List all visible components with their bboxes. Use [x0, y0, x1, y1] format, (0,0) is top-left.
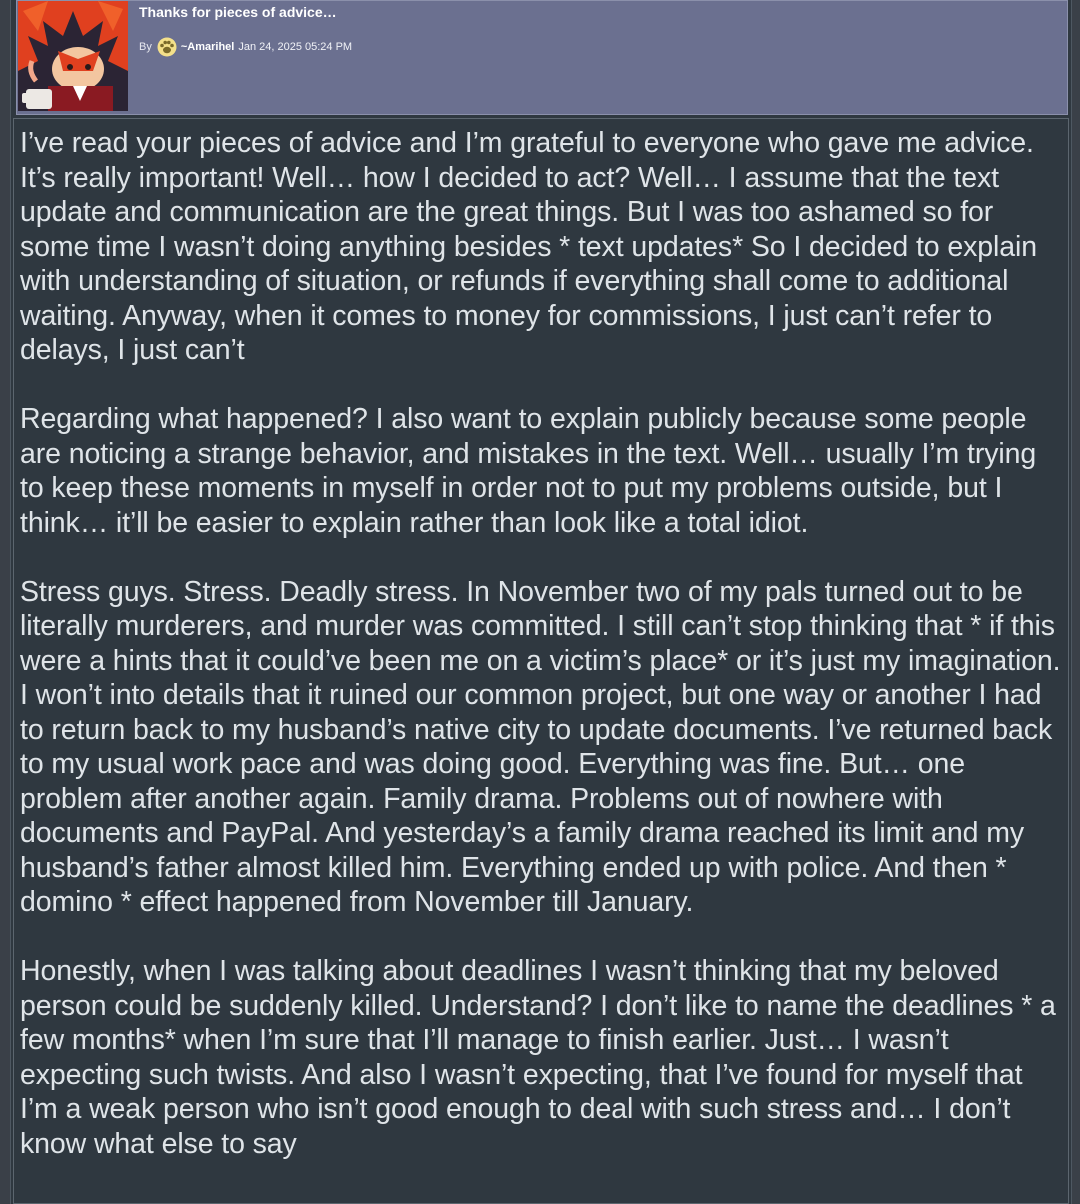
avatar-image: [18, 1, 128, 111]
byline: [139, 37, 352, 57]
paragraph-2: Regarding what happened? I also want to explain publicly because some people are noticing a strange behavior, and mistakes in the text. Well… usually I’m trying to keep these moments in myself in order not to put my problems outside, but I think… it’ll be easier to explain rather than look like a total idiot.: [20, 403, 1037, 539]
paragraph-1: I’ve read your pieces of advice and I’m grateful to everyone who gave me advice. It’s really important! Well… how I decided to act? Well… I assume that the text update and communication are the great things. But I was too ashamed so for some time I wasn’t doing anything besides * text updates* So I decided to explain with understanding of situation, or refunds if everything shall come to additional waiting. Anyway, when it comes to money for commissions, I just can’t refer to delays, I just can’t: [20, 127, 1037, 366]
by-label: By: [139, 41, 152, 53]
post-date: Jan 24, 2025 05:24 PM: [238, 41, 353, 53]
journal-text: [20, 126, 1066, 1196]
author-avatar[interactable]: [18, 1, 128, 111]
paragraph-3: Stress guys. Stress. Deadly stress. In November two of my pals turned out to be literally murderers, and murder was committed. I still can’t stop thinking that * if this were a hints that it could’ve been me on a victim’s place* or it’s just my imagination. I won’t into details that it ruined our common project, but one way or another I had to return back to my husband’s native city to update documents. I’ve returned back to my usual work pace and was doing good. Everything was fine. But… one problem after another again. Family drama. Problems out of nowhere with documents and PayPal. And yesterday’s a family drama reached its limit and my husband’s father almost killed him. Everything ended up with police. And then * domino * effect happened from November till January.: [20, 575, 1061, 918]
author-username[interactable]: ~Amarihel: [180, 41, 235, 53]
paw-icon: [157, 37, 177, 57]
paragraph-4: Honestly, when I was talking about deadlines I wasn’t thinking that my beloved person could be suddenly killed. Understand? I don’t like to name the deadlines * a few months* when I’m sure that I’ll manage to finish earlier. Just… I wasn’t expecting such twists. And also I wasn’t expecting, that I’ve found for myself that I’m a weak person who isn’t good enough to deal with such stress and… I don’t know what else to say: [20, 955, 1056, 1160]
journal-title[interactable]: Thanks for pieces of advice…: [139, 4, 337, 20]
journal-body: [13, 118, 1069, 1204]
